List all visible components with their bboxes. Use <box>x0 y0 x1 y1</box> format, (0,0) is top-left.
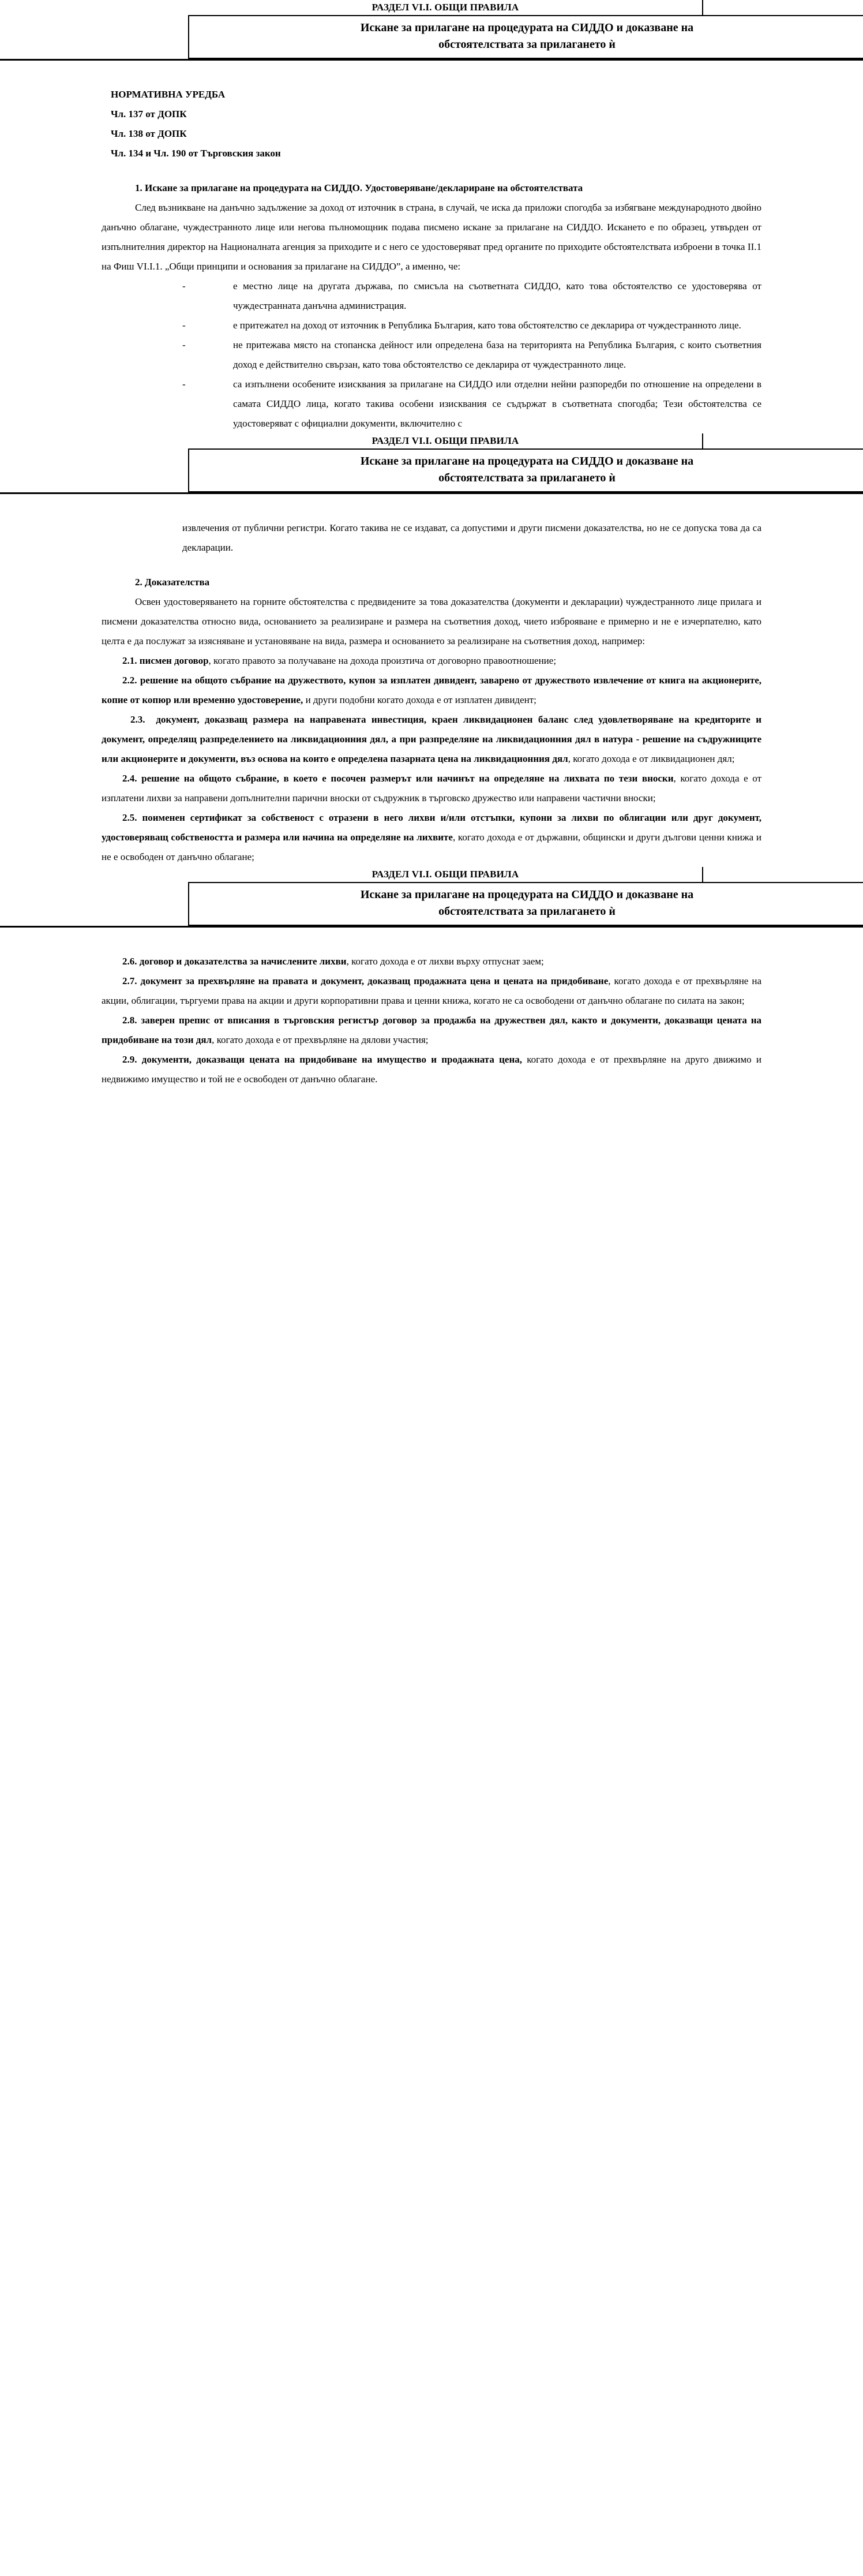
header-title-cell <box>189 449 863 492</box>
header-title-line-1: Искане за прилагане на процедурата на СИДДО и доказване на <box>360 21 694 34</box>
header-title-row <box>189 449 863 492</box>
spacer <box>102 494 761 518</box>
spacer <box>102 61 761 85</box>
page-1-body <box>0 61 863 433</box>
evidence-item-lead: решение на общото събрание, в което е посочен размерът или начинът на определяне на лихвата по тези вноски <box>141 773 674 784</box>
header-bottom-rule <box>0 926 863 928</box>
evidence-item-2-1 <box>102 651 761 671</box>
header-section-spacer-cell <box>703 433 863 449</box>
header-title-line-2: обстоятелствата за прилагането ѝ <box>438 472 616 484</box>
evidence-item-number: 2.6. <box>122 956 137 967</box>
section-1-paragraph: След възникване на данъчно задължение за доход от източник в страна, в случай, че иска да приложи спогодба за избягване международното двойно данъчно облагане, чуждестранното лице или негова пълномощник подава писмено искане за прилагане на СИДДО. Искането е по образец, утвърден от изпълнителния директор на Националната агенция за приходите и с него се удостоверяват пред органите по приходите обстоятелствата изброени в точка II.1 на Фиш VI.I.1. „Общи принципи и основания за прилагане на СИДДО”, а именно, че: <box>102 202 761 272</box>
evidence-item-rest: когато дохода е от прехвърляне на друго движимо и недвижимо имущество и той не е освободен от данъчно облагане. <box>102 1054 761 1085</box>
header-bottom-rule <box>0 59 863 61</box>
page-header-3 <box>0 867 863 928</box>
section-2-intro: Освен удостоверяването на горните обстоятелства с предвидените за това доказателства (документи и декларации) чуждестранното лице прилага и писмени доказателства относно вида, основанието за реализиране и размера на съответния доход, чието изброяване е примерно и не е изчерпателно, като целта е да послужат за изясняване и установяване на вида, размера и основанието за реализиране на съответния доход, например: <box>102 596 761 646</box>
evidence-item-number: 2.7. <box>122 975 137 986</box>
evidence-item-rest: , когато дохода е от прехвърляне на акции, облигации, търгуеми права на акции и други корпоративни права и ценни книжа, когато не са освободени от данъчно облагане по силата на закон; <box>102 975 761 1006</box>
spacer <box>102 928 761 952</box>
header-table <box>188 433 863 492</box>
bullet-dash-marker: - <box>182 339 186 350</box>
page-2-body <box>0 494 863 867</box>
list-item <box>102 276 761 316</box>
bullet-dash-marker: - <box>182 320 186 331</box>
page-header-1 <box>0 0 863 61</box>
evidence-item-lead: писмен договор <box>139 655 209 666</box>
list-item <box>102 375 761 433</box>
page-header-2 <box>0 433 863 494</box>
header-title-line-1: Искане за прилагане на процедурата на СИДДО и доказване на <box>360 455 694 468</box>
normative-item-2: Чл. 138 от ДОПК <box>111 128 187 139</box>
evidence-item-number: 2.5. <box>122 812 137 823</box>
evidence-item-number: 2.1. <box>122 655 137 666</box>
evidence-item-2-7 <box>102 971 761 1011</box>
evidence-item-lead: договор и доказателства за начислените лихви <box>139 956 347 967</box>
document-page-2 <box>0 433 863 867</box>
evidence-item-2-8 <box>102 1011 761 1050</box>
evidence-item-number: 2.8. <box>122 1015 137 1026</box>
header-title-line-2: обстоятелствата за прилагането ѝ <box>438 38 616 51</box>
document-page-3 <box>0 867 863 1089</box>
header-bottom-rule <box>0 492 863 494</box>
header-section-cell <box>189 0 703 16</box>
header-title-line-1: Искане за прилагане на процедурата на СИДДО и доказване на <box>360 888 694 901</box>
spacer <box>102 558 761 573</box>
evidence-item-2-5 <box>102 808 761 867</box>
section-1-heading: 1. Искане за прилагане на процедурата на СИДДО. Удостоверяване/деклариране на обстоятелствата <box>135 182 583 193</box>
header-section-row <box>189 867 863 883</box>
spacer <box>102 163 761 178</box>
bullet-text: е притежател на доход от източник в Република България, като това обстоятелство се декларира от чуждестранното лице. <box>233 320 741 331</box>
list-item <box>102 316 761 335</box>
evidence-item-2-4 <box>102 769 761 808</box>
normative-item-3: Чл. 134 и Чл. 190 от Търговския закон <box>111 148 281 159</box>
normative-heading: НОРМАТИВНА УРЕДБА <box>111 89 226 100</box>
evidence-item-rest: и други подобни когато дохода е от изплатен дивидент; <box>303 694 536 705</box>
evidence-item-2-6 <box>102 952 761 971</box>
header-section-label: РАЗДЕЛ VI.I. ОБЩИ ПРАВИЛА <box>372 435 519 446</box>
evidence-item-rest: , когато дохода е от държавни, общински и други дългови ценни книжа и не е освободен от данъчно облагане; <box>102 832 761 862</box>
header-table <box>188 0 863 59</box>
evidence-item-number: 2.3. <box>130 714 145 725</box>
header-title-row <box>189 16 863 58</box>
header-section-label: РАЗДЕЛ VI.I. ОБЩИ ПРАВИЛА <box>372 2 519 13</box>
evidence-item-lead: документ за прехвърляне на правата и документ, доказващ продажната цена и цената на придобиване <box>140 975 609 986</box>
header-section-row <box>189 0 863 16</box>
bullet-text: не притежава място на стопанска дейност или определена база на територията на Република България, с които съответния доход е действително свързан, като това обстоятелство се декларира от чуждестранното лице. <box>233 339 761 370</box>
header-section-row <box>189 433 863 449</box>
bullet-dash-marker: - <box>182 379 186 390</box>
evidence-item-lead: поименен сертификат за собственост с отразени в него лихви и/или отстъпки, купони за лихви по облигации или друг документ, удостоверяващ собствеността и размера или начина на определяне на лихвите <box>102 812 761 843</box>
list-item <box>102 335 761 375</box>
section-1-bullet-list <box>102 276 761 433</box>
header-title-row <box>189 883 863 925</box>
header-section-cell <box>189 433 703 449</box>
header-section-spacer-cell <box>703 867 863 883</box>
bullet-text: е местно лице на другата държава, по смисъла на съответната СИДДО, като това обстоятелство се удостоверява от чуждестранната данъчна администрация. <box>233 281 761 311</box>
evidence-item-rest: , когато правото за получаване на дохода произтича от договорно правоотношение; <box>208 655 557 666</box>
evidence-item-2-2 <box>102 671 761 710</box>
document-page-1 <box>0 0 863 433</box>
bullet-text: са изпълнени особените изисквания за прилагане на СИДДО или отделни нейни разпоредби по отношение на определени в самата СИДДО лица, когато такива особени изисквания се съдържат в съответната спогодба; Тези обстоятелства се удостоверяват с официални документи, включително с <box>233 379 761 429</box>
bullet-continuation-text: извлечения от публични регистри. Когато такива не се издават, са допустими и други писмени доказателства, но не се допуска това да са декларации. <box>182 522 761 553</box>
evidence-item-lead: документ, доказващ размера на направената инвестиция, краен ликвидационен баланс след удовлетворяване на кредиторите и документ, определящ разпределението на ликвидационния дял, а при разпределяне на ликвидационния дял в натура - решение на съдружниците или акционерите и документи, въз основа на които е определена пазарната цена на ликвидационния дял <box>102 714 761 764</box>
evidence-item-2-3 <box>102 710 761 769</box>
evidence-item-rest: , когато дохода е от лихви върху отпуснат заем; <box>346 956 544 967</box>
evidence-item-number: 2.2. <box>122 675 137 686</box>
bullet-dash-marker: - <box>182 281 186 291</box>
header-title-cell <box>189 883 863 925</box>
header-table <box>188 867 863 926</box>
evidence-item-lead: решение на общото събрание на дружеството, купон за изплатен дивидент, заварено от дружеството извлечение от книга на акционерите, копие от копюр или временно удостоверение, <box>102 675 762 705</box>
header-section-cell <box>189 867 703 883</box>
page-3-body <box>0 928 863 1089</box>
header-title-line-2: обстоятелствата за прилагането ѝ <box>438 905 616 918</box>
evidence-item-lead: документи, доказващи цената на придобиване на имущество и продажната цена, <box>141 1054 522 1065</box>
header-section-spacer-cell <box>703 0 863 16</box>
section-2-heading: 2. Доказателства <box>135 577 210 588</box>
evidence-item-rest: , когато дохода е от прехвърляне на дялови участия; <box>212 1034 429 1045</box>
evidence-item-number: 2.9. <box>122 1054 137 1065</box>
evidence-item-rest: , когато дохода е от изплатени лихви за направени допълнителни парични вноски от съдружник в търговско дружество или направени частични вноски; <box>102 773 762 803</box>
normative-item-1: Чл. 137 от ДОПК <box>111 109 187 119</box>
evidence-item-2-9 <box>102 1050 761 1089</box>
evidence-item-number: 2.4. <box>122 773 137 784</box>
evidence-item-rest: , когато дохода е от ликвидационен дял; <box>568 753 735 764</box>
header-section-label: РАЗДЕЛ VI.I. ОБЩИ ПРАВИЛА <box>372 869 519 880</box>
evidence-item-lead: заверен препис от вписания в търговския регистър договор за продажба на дружествен дял, както и документи, доказващи цената на придобиване на този дял <box>102 1015 762 1045</box>
header-title-cell <box>189 16 863 58</box>
